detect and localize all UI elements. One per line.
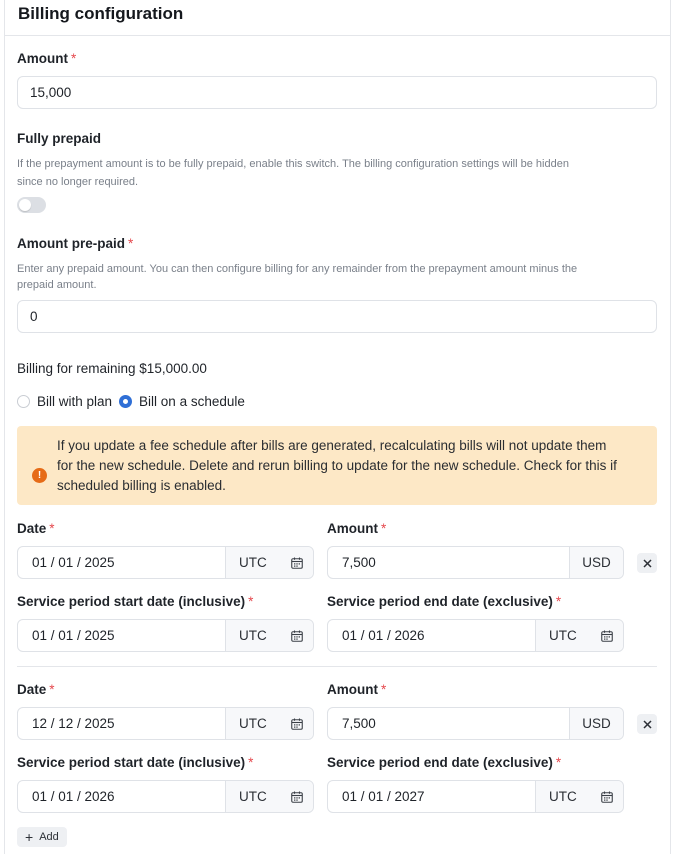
schedule-2-start-label <box>17 755 253 770</box>
schedule-2-end-label <box>327 755 561 770</box>
schedule-1-date-label <box>17 521 55 536</box>
billing-mode-radio-group <box>17 394 252 409</box>
timezone-suffix <box>535 781 623 812</box>
amount-prepaid-help <box>17 261 657 293</box>
amount-label <box>17 51 76 66</box>
date-label-text: Date <box>17 521 47 536</box>
radio-bill-on-schedule-label: Bill on a schedule <box>139 394 245 409</box>
amount-prepaid-help-line-2: prepaid amount. <box>17 279 97 291</box>
required-marker: * <box>381 521 387 536</box>
radio-bill-on-schedule[interactable] <box>119 394 245 409</box>
schedule-1-date-input[interactable] <box>17 546 314 579</box>
end-label-text: Service period end date (exclusive) <box>327 755 553 770</box>
amount-prepaid-help-line-1: Enter any prepaid amount. You can then configure billing for any remainder from the prepayment amount minus the <box>17 263 578 275</box>
required-marker: * <box>49 521 55 536</box>
amount-prepaid-input[interactable] <box>17 300 657 333</box>
timezone-label: UTC <box>239 628 267 643</box>
fully-prepaid-label: Fully prepaid <box>17 131 102 146</box>
schedule-2-date-input[interactable] <box>17 707 314 740</box>
radio-bill-with-plan-label: Bill with plan <box>37 394 113 409</box>
timezone-label: UTC <box>549 628 577 643</box>
warning-line-3: scheduled billing is enabled. <box>57 478 226 493</box>
calendar-icon[interactable] <box>291 791 303 803</box>
timezone-label: UTC <box>549 789 577 804</box>
radio-button-icon <box>17 395 30 408</box>
schedule-1-start-input[interactable] <box>17 619 314 652</box>
schedule-2-end-input[interactable] <box>327 780 624 813</box>
amount-input-value: 15,000 <box>30 85 72 100</box>
plus-icon: + <box>25 829 34 845</box>
start-label-text: Service period start date (inclusive) <box>17 594 246 609</box>
amount-label-text: Amount <box>327 682 378 697</box>
schedule-1-end-input[interactable] <box>327 619 624 652</box>
fully-prepaid-help-line-1: If the prepayment amount is to be fully prepaid, enable this switch. The billing configuration settings will be hidden <box>17 158 569 170</box>
schedule-divider <box>17 666 657 667</box>
currency-suffix <box>569 708 623 739</box>
amount-prepaid-input-value: 0 <box>30 309 38 324</box>
remove-entry-2-button[interactable] <box>637 714 657 734</box>
calendar-icon[interactable] <box>291 630 303 642</box>
date-value: 12 / 12 / 2025 <box>32 716 115 731</box>
schedule-1-end-label <box>327 594 561 609</box>
calendar-icon[interactable] <box>601 630 613 642</box>
end-label-text: Service period end date (exclusive) <box>327 594 553 609</box>
timezone-label: UTC <box>239 789 267 804</box>
amount-input[interactable] <box>17 76 657 109</box>
required-marker: * <box>71 51 77 66</box>
required-marker: * <box>555 755 562 770</box>
radio-bill-with-plan[interactable] <box>17 394 112 409</box>
schedule-1-amount-input[interactable] <box>327 546 624 579</box>
required-marker: * <box>128 236 134 251</box>
close-icon <box>643 559 652 568</box>
amount-label-text: Amount <box>327 521 378 536</box>
schedule-2-start-input[interactable] <box>17 780 314 813</box>
schedule-1-start-label <box>17 594 253 609</box>
required-marker: * <box>381 682 387 697</box>
timezone-suffix <box>535 620 623 651</box>
warning-line-2: for the new schedule. Delete and rerun billing to update for the new schedule. Check for this if <box>57 458 617 473</box>
amount-prepaid-label <box>17 236 133 251</box>
start-date-value: 01 / 01 / 2026 <box>32 789 115 804</box>
start-date-value: 01 / 01 / 2025 <box>32 628 115 643</box>
amount-label-text: Amount <box>17 51 68 66</box>
currency-label: USD <box>582 555 611 570</box>
amount-prepaid-label-text: Amount pre-paid <box>17 236 125 251</box>
fully-prepaid-help-line-2: since no longer required. <box>17 176 139 188</box>
calendar-icon[interactable] <box>291 557 303 569</box>
fully-prepaid-toggle[interactable] <box>17 197 46 213</box>
remove-entry-1-button[interactable] <box>637 553 657 573</box>
timezone-suffix <box>225 620 313 651</box>
schedule-1-amount-label <box>327 521 386 536</box>
timezone-suffix <box>225 547 313 578</box>
page-title: Billing configuration <box>18 4 184 23</box>
end-date-value: 01 / 01 / 2027 <box>342 789 425 804</box>
schedule-2-amount-label <box>327 682 386 697</box>
close-icon <box>643 720 652 729</box>
timezone-suffix <box>225 708 313 739</box>
timezone-label: UTC <box>239 716 267 731</box>
date-label-text: Date <box>17 682 47 697</box>
required-marker: * <box>555 594 562 609</box>
warning-banner <box>17 426 657 505</box>
amount-value: 7,500 <box>342 716 376 731</box>
schedule-2-amount-input[interactable] <box>327 707 624 740</box>
required-marker: * <box>248 594 254 609</box>
required-marker: * <box>248 755 254 770</box>
toggle-knob <box>19 199 31 211</box>
fully-prepaid-help <box>17 155 657 191</box>
currency-label: USD <box>582 716 611 731</box>
add-button-label: Add <box>39 831 59 843</box>
date-value: 01 / 01 / 2025 <box>32 555 115 570</box>
start-label-text: Service period start date (inclusive) <box>17 755 246 770</box>
timezone-label: UTC <box>239 555 267 570</box>
radio-selected-icon <box>119 395 132 408</box>
warning-icon: ! <box>32 468 47 483</box>
schedule-2-date-label <box>17 682 55 697</box>
required-marker: * <box>49 682 55 697</box>
billing-remaining-label: Billing for remaining $15,000.00 <box>17 361 207 376</box>
amount-value: 7,500 <box>342 555 376 570</box>
timezone-suffix <box>225 781 313 812</box>
warning-line-1: If you update a fee schedule after bills are generated, recalculating bills will not update them <box>57 438 607 453</box>
warning-text <box>57 436 617 496</box>
add-schedule-entry-button[interactable] <box>17 827 67 847</box>
calendar-icon[interactable] <box>291 718 303 730</box>
end-date-value: 01 / 01 / 2026 <box>342 628 425 643</box>
calendar-icon[interactable] <box>601 791 613 803</box>
currency-suffix <box>569 547 623 578</box>
panel-header <box>5 0 670 36</box>
